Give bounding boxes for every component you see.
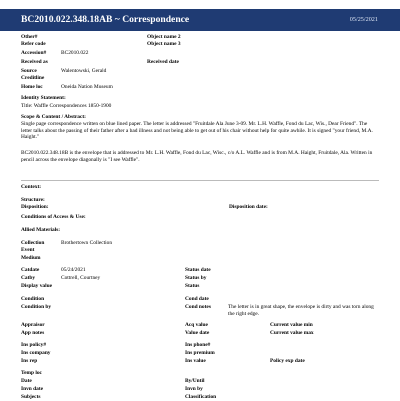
collection-label: Collection <box>21 240 45 246</box>
home-loc-value: Oneida Nation Museum <box>61 84 113 90</box>
structure-label: Structure: <box>21 197 45 203</box>
refer-code-label: Refer code <box>21 41 46 47</box>
object-name-3-label: Object name 3 <box>147 41 181 47</box>
ins-rep-label: Ins rep <box>21 358 38 364</box>
status-label: Status <box>185 283 200 289</box>
app-notes-label: App notes <box>21 330 45 336</box>
record-header <box>0 9 400 31</box>
ins-policy-label: Ins policy# <box>21 342 47 348</box>
status-date-label: Status date <box>185 267 211 273</box>
collection-value: Brothertown Collection <box>61 240 113 246</box>
ins-value-label: Ins value <box>185 358 206 364</box>
object-name-2-label: Object name 2 <box>147 34 181 40</box>
divider <box>21 180 379 181</box>
cond-notes-value: The letter is in great shape, the envelope is dirty and was torn along the right edge. <box>228 304 374 317</box>
accession-label: Accession# <box>21 50 47 56</box>
scope-paragraph-1: Single page correspondence written on blue lined paper. The letter is addressed "Fruitdale Ala June 3-09. Mr. L.H. Waffle, Fond du Lac, Wis., Dear Friend". The letter talks about the passing of their father after a bad illness and not being able to get out of his chair without help for quite awhile. It is signed "your friend, M.A. Haight." <box>21 121 373 141</box>
record-date: 05/25/2021 <box>349 16 378 23</box>
ins-company-label: Ins company <box>21 350 51 356</box>
received-as-label: Received as <box>21 59 48 65</box>
disposition-label: Disposition: <box>21 204 49 210</box>
source-value: Walentowski, Gerald <box>61 68 107 74</box>
ins-phone-label: Ins phone# <box>185 342 211 348</box>
current-value-max-label: Current value max <box>270 330 314 336</box>
catdate-value: 05/24/2021 <box>61 267 86 273</box>
allied-materials-label: Allied Materials: <box>21 227 61 233</box>
cond-date-label: Cond date <box>185 296 209 302</box>
policy-exp-date-label: Policy exp date <box>270 358 305 364</box>
invn-by-label: Invn by <box>185 386 203 392</box>
disposition-date-label: Disposition date: <box>229 204 268 210</box>
display-value-label: Display value <box>21 283 53 289</box>
ins-premium-label: Ins premium <box>185 350 215 356</box>
current-value-min-label: Current value min <box>270 322 313 328</box>
creditline-label: Creditline <box>21 75 45 81</box>
identity-statement-label: Identity Statement: <box>21 95 66 101</box>
event-label: Event <box>21 247 35 253</box>
status-by-label: Status by <box>185 275 207 281</box>
scope-content-label: Scope & Content / Abstract: <box>21 114 86 120</box>
scope-paragraph-2: BC2010.022.348.18B is the envelope that is addressed to Mr. L.H. Waffle, Fond du Lac, Wisc., c/o A.L. Waffle and is from M.A. Haight, Fruitdale, Ala. Written in pencil across the envelope diagonally is "I see Waffle". <box>21 150 373 163</box>
condition-by-label: Condition by <box>21 304 52 310</box>
appraisor-label: Appraisor <box>21 322 45 328</box>
subjects-label: Subjects <box>21 394 41 400</box>
received-date-label: Received date <box>147 59 179 65</box>
other-number-label: Other# <box>21 34 38 40</box>
catby-value: Cottrell, Courtney <box>61 275 101 281</box>
conditions-access-label: Conditions of Access & Use: <box>21 214 86 220</box>
condition-label: Condition <box>21 296 45 302</box>
catdate-label: Catdate <box>21 267 40 273</box>
medium-label: Medium <box>21 255 41 261</box>
by-until-label: By/Until <box>185 378 205 384</box>
date-label: Date <box>21 378 32 384</box>
context-label: Context: <box>21 184 42 190</box>
cond-notes-label: Cond notes <box>185 304 211 310</box>
accession-value: BC2010.022 <box>61 50 89 56</box>
home-loc-label: Home loc <box>21 84 43 90</box>
invn-date-label: Invn date <box>21 386 44 392</box>
classification-label: Classification <box>185 394 217 400</box>
source-label: Source <box>21 68 37 74</box>
temp-loc-label: Temp loc <box>21 370 42 376</box>
identity-statement-value: Title: Waffle Correspondences 1850-1900 <box>21 103 112 109</box>
acq-value-label: Acq value <box>185 322 208 328</box>
catby-label: Catby <box>21 275 36 281</box>
record-title: BC2010.022.348.18AB ~ Correspondence <box>21 14 190 25</box>
value-date-label: Value date <box>185 330 210 336</box>
